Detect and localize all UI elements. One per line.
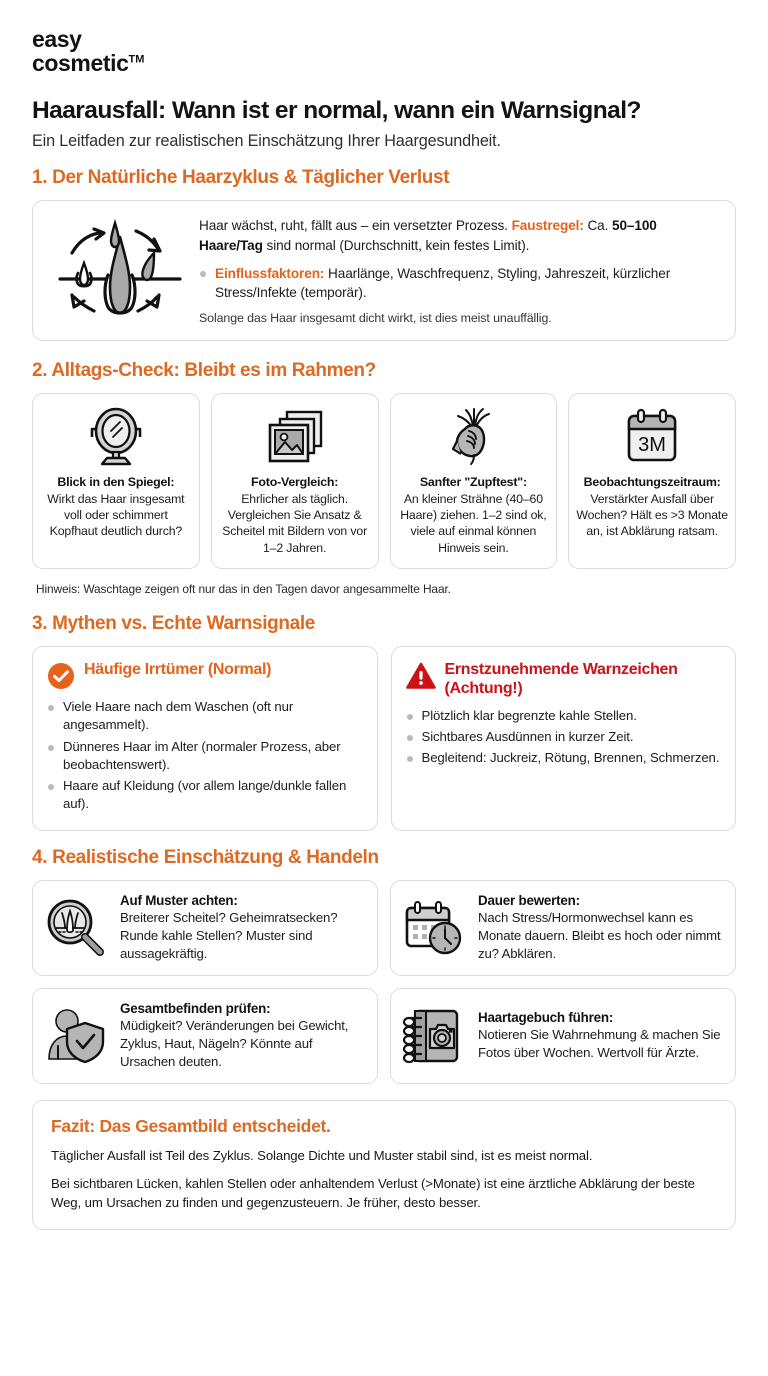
card-text: Verstärkter Ausfall über Wochen? Hält es >3 Monate an, ist Abklärung ratsam. bbox=[576, 491, 728, 539]
action-card-diary bbox=[390, 988, 736, 1084]
calendar-3m-icon bbox=[621, 407, 683, 467]
list-item bbox=[199, 264, 715, 303]
section-1-text bbox=[199, 216, 719, 325]
list-item: Viele Haare nach dem Waschen (oft nur angesammelt). bbox=[47, 698, 362, 734]
s1-faustregel-label: Faustregel: bbox=[511, 218, 584, 234]
list-item: Haare auf Kleidung (vor allem lange/dunkle fallen auf). bbox=[47, 777, 362, 813]
fazit-paragraph-2: Bei sichtbaren Lücken, kahlen Stellen oder anhaltendem Verlust (>Monate) ist eine ärztliche Abklärung der beste Weg, um Ursachen zu finden und gegenzusteuern. Je früher, desto besser. bbox=[51, 1175, 695, 1210]
card-text: Ehrlicher als täglich. Vergleichen Sie Ansatz & Scheitel mit Bildern von vor 1–2 Jahren. bbox=[222, 491, 368, 555]
card-text: Notieren Sie Wahrnehmung & machen Sie Fotos über Wochen. Wertvoll für Ärzte. bbox=[478, 1027, 721, 1061]
section-2-card-grid bbox=[32, 393, 736, 569]
check-card-mirror bbox=[32, 393, 200, 569]
brand-logo bbox=[32, 28, 736, 75]
myths-list bbox=[47, 698, 362, 813]
myths-card-title: Häufige Irrtümer (Normal) bbox=[84, 661, 272, 679]
card-title: Beobachtungszeitraum: bbox=[583, 474, 721, 489]
action-card-pattern bbox=[32, 880, 378, 976]
card-title: Haartagebuch führen: bbox=[478, 1010, 614, 1026]
hair-follicle-cycle-icon bbox=[45, 215, 195, 327]
card-text: Breiterer Scheitel? Geheimratsecken? Runde kahle Stellen? Muster sind aussagekräftig. bbox=[120, 910, 338, 962]
section-1-note: Solange das Haar insgesamt dicht wirkt, ist dies meist unauffällig. bbox=[199, 311, 552, 326]
hand-pull-test-icon bbox=[443, 407, 503, 467]
notebook-camera-icon bbox=[401, 1007, 467, 1065]
list-item: Dünneres Haar im Alter (normaler Prozess, aber beobachtenswert). bbox=[47, 738, 362, 774]
section-3-heading: 3. Mythen vs. Echte Warnsignale bbox=[32, 613, 316, 635]
brand-trademark: TM bbox=[128, 53, 145, 66]
section-1-heading: 1. Der Natürliche Haarzyklus & Täglicher Verlust bbox=[32, 166, 450, 188]
page-subtitle: Ein Leitfaden zur realistischen Einschätzung Ihrer Haargesundheit. bbox=[32, 131, 501, 150]
list-item: Plötzlich klar begrenzte kahle Stellen. bbox=[406, 707, 721, 725]
card-title: Gesamtbefinden prüfen: bbox=[120, 1001, 271, 1017]
warnings-card-title: Ernstzunehmende Warnzeichen (Achtung!) bbox=[444, 661, 678, 698]
section-4-card-grid bbox=[32, 880, 736, 1084]
mirror-icon bbox=[87, 407, 145, 467]
s1-factors-label: Einflussfaktoren: bbox=[215, 265, 325, 281]
check-circle-icon bbox=[47, 662, 75, 690]
myths-card bbox=[32, 646, 378, 831]
fazit-heading: Fazit: Das Gesamtbild entscheidet. bbox=[51, 1116, 331, 1137]
fazit-paragraph-1: Täglicher Ausfall ist Teil des Zyklus. Solange Dichte und Muster stabil sind, ist es meist normal. bbox=[51, 1148, 593, 1164]
s1-lead-part2: Ca. bbox=[587, 218, 612, 234]
s1-daily-range: 50–100 Haare/Tag bbox=[199, 218, 657, 253]
warnings-list bbox=[406, 707, 721, 768]
section-1-lead bbox=[199, 216, 715, 256]
brand-line-2: cosmetic bbox=[32, 49, 129, 76]
section-1-card bbox=[32, 200, 736, 341]
warnings-card bbox=[391, 646, 737, 831]
action-card-duration bbox=[390, 880, 736, 976]
person-shield-icon bbox=[43, 1007, 109, 1065]
s1-factors-text: Haarlänge, Waschfrequenz, Styling, Jahreszeit, kürzlicher Stress/Infekte (temporär). bbox=[215, 265, 671, 301]
follicle-shaft bbox=[110, 237, 130, 313]
section-2-heading: 2. Alltags-Check: Bleibt es im Rahmen? bbox=[32, 359, 376, 381]
page-title: Haarausfall: Wann ist er normal, wann ein Warnsignal? bbox=[32, 97, 641, 125]
fazit-card bbox=[32, 1100, 736, 1230]
check-card-timeframe bbox=[568, 393, 736, 569]
s1-lead-part1: Haar wächst, ruht, fällt aus – ein versetzter Prozess. bbox=[199, 218, 512, 234]
list-item: Begleitend: Juckreiz, Rötung, Brennen, Schmerzen. bbox=[406, 749, 721, 767]
brand-line-1: easy bbox=[32, 26, 82, 52]
section-3-card-grid bbox=[32, 646, 736, 831]
calendar-clock-icon bbox=[401, 899, 467, 957]
card-text: An kleiner Strähne (40–60 Haare) ziehen. 1–2 sind ok, viele auf einmal können Hinweis sein. bbox=[400, 491, 547, 555]
card-title: Auf Muster achten: bbox=[120, 893, 238, 909]
card-title: Dauer bewerten: bbox=[478, 893, 580, 909]
card-title: Sanfter "Zupftest": bbox=[419, 474, 527, 489]
section-2-hinweis: Hinweis: Waschtage zeigen oft nur das in den Tagen davor angesammelte Haar. bbox=[36, 582, 451, 597]
card-text: Wirkt das Haar insgesamt voll oder schimmert Kopfhaut deutlich durch? bbox=[47, 491, 185, 539]
magnifier-scalp-icon bbox=[43, 897, 109, 959]
section-1-bullets bbox=[199, 264, 715, 303]
action-card-wellbeing bbox=[32, 988, 378, 1084]
section-4-heading: 4. Realistische Einschätzung & Handeln bbox=[32, 847, 379, 869]
check-card-photo bbox=[211, 393, 379, 569]
check-card-pulltest bbox=[390, 393, 558, 569]
warning-triangle-icon bbox=[406, 662, 436, 690]
card-title: Foto-Vergleich: bbox=[251, 474, 339, 489]
card-title: Blick in den Spiegel: bbox=[57, 474, 175, 489]
s1-lead-part3: sind normal (Durchschnitt, kein festes Limit). bbox=[262, 237, 530, 253]
svg-text:3M: 3M bbox=[638, 433, 667, 456]
list-item: Sichtbares Ausdünnen in kurzer Zeit. bbox=[406, 728, 721, 746]
card-text: Müdigkeit? Veränderungen bei Gewicht, Zyklus, Haut, Nägeln? Könnte auf Ursachen deuten. bbox=[120, 1018, 349, 1070]
photo-stack-icon bbox=[263, 407, 327, 467]
card-text: Nach Stress/Hormonwechsel kann es Monate dauern. Bleibt es hoch oder nimmt zu? Abklären. bbox=[478, 910, 721, 962]
